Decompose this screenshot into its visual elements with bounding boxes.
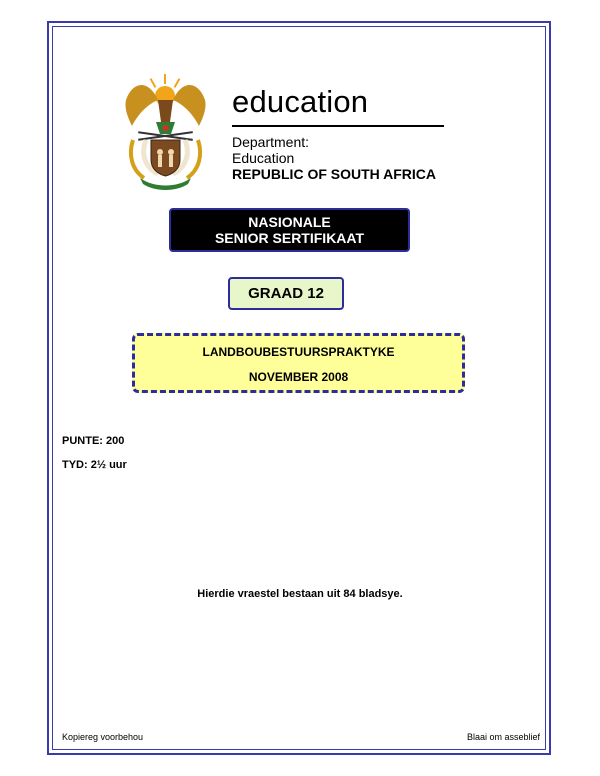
subject-name: LANDBOUBESTUURSPRAKTYKE — [202, 345, 395, 359]
marks-label: PUNTE: 200 — [62, 435, 125, 447]
turn-over-footer: Blaai om asseblief — [466, 732, 540, 742]
subject-box — [132, 333, 465, 393]
wordmark-underline — [232, 125, 444, 127]
certificate-title-box — [169, 208, 410, 252]
grade-box: GRAAD 12 — [228, 277, 344, 310]
copyright-footer: Kopiereg voorbehou — [62, 732, 144, 742]
exam-session: NOVEMBER 2008 — [248, 370, 349, 384]
pages-note: Hierdie vraestel bestaan uit 84 bladsye. — [197, 588, 403, 600]
department-label: Department: — [232, 134, 310, 150]
country-name: REPUBLIC OF SOUTH AFRICA — [232, 166, 437, 182]
time-label: TYD: 2½ uur — [62, 459, 127, 471]
coat-of-arms-logo — [118, 70, 213, 190]
certificate-title-line-1: NASIONALE — [248, 214, 331, 230]
education-wordmark: education — [232, 84, 369, 119]
certificate-title-line-2: SENIOR SERTIFIKAAT — [214, 230, 365, 246]
department-name: Education — [232, 150, 295, 166]
